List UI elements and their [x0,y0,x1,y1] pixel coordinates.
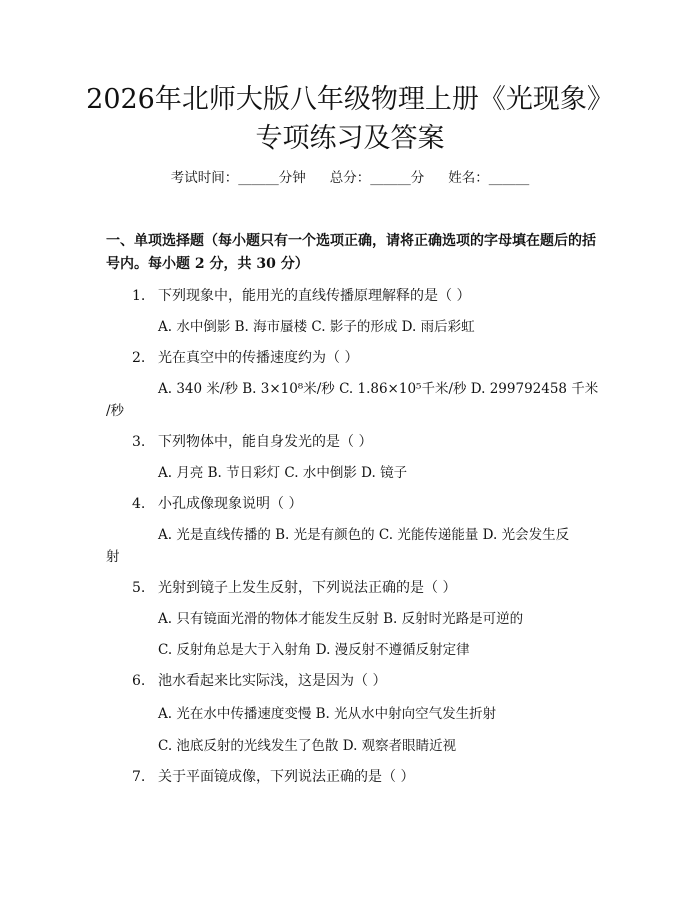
question-5 [132,577,602,599]
question-text: 池水看起来比实际浅，这是因为（ ） [158,673,387,689]
question-number: 1. [132,288,146,304]
student-name-field: 姓名：______ [448,170,530,186]
exam-meta [0,168,700,188]
page-title-line-1: 2026年北师大版八年级物理上册《光现象》 [86,84,614,115]
question-4 [132,493,602,515]
question-3 [132,431,602,453]
question-text: 关于平面镜成像，下列说法正确的是（ ） [158,769,415,785]
question-6-options-line-2: C. 池底反射的光线发生了色散 D. 观察者眼睛近视 [158,738,457,754]
exam-time-field: 考试时间：______分钟 [170,170,306,186]
section-heading-line-2: 号内。每小题 2 分，共 30 分） [106,256,309,272]
question-5-options-line-2: C. 反射角总是大于入射角 D. 漫反射不遵循反射定律 [158,642,470,658]
question-text: 光在真空中的传播速度约为（ ） [158,350,359,366]
question-2-options-wrap: /秒 [106,403,125,419]
question-number: 5. [132,580,146,596]
question-6-options-line-1: A. 光在水中传播速度变慢 B. 光从水中射向空气发生折射 [158,706,497,722]
question-5-options-line-1: A. 只有镜面光滑的物体才能发生反射 B. 反射时光路是可逆的 [158,611,524,627]
question-number: 6. [132,673,146,689]
question-1 [132,285,602,307]
question-number: 7. [132,769,146,785]
question-6 [132,670,602,692]
question-number: 4. [132,496,146,512]
question-7 [132,766,602,788]
question-text: 小孔成像现象说明（ ） [158,496,303,512]
page-title-line-2: 专项练习及答案 [255,123,445,154]
question-3-options: A. 月亮 B. 节日彩灯 C. 水中倒影 D. 镜子 [158,465,408,481]
question-text: 光射到镜子上发生反射，下列说法正确的是（ ） [158,580,457,596]
question-2-options: A. 340 米/秒 B. 3×10⁸米/秒 C. 1.86×10⁵千米/秒 D. 299792458 千米 [158,381,599,397]
question-number: 2. [132,350,146,366]
section-heading-line-1: 一、单项选择题（每小题只有一个选项正确，请将正确选项的字母填在题后的括 [106,233,596,249]
question-2 [132,347,602,369]
total-score-field: 总分：______分 [329,170,425,186]
question-4-options: A. 光是直线传播的 B. 光是有颜色的 C. 光能传递能量 D. 光会发生反 [158,527,570,543]
question-1-options: A. 水中倒影 B. 海市蜃楼 C. 影子的形成 D. 雨后彩虹 [158,319,475,335]
question-text: 下列物体中，能自身发光的是（ ） [158,434,373,450]
question-text: 下列现象中，能用光的直线传播原理解释的是（ ） [158,288,471,304]
question-4-options-wrap: 射 [106,549,120,565]
question-number: 3. [132,434,146,450]
